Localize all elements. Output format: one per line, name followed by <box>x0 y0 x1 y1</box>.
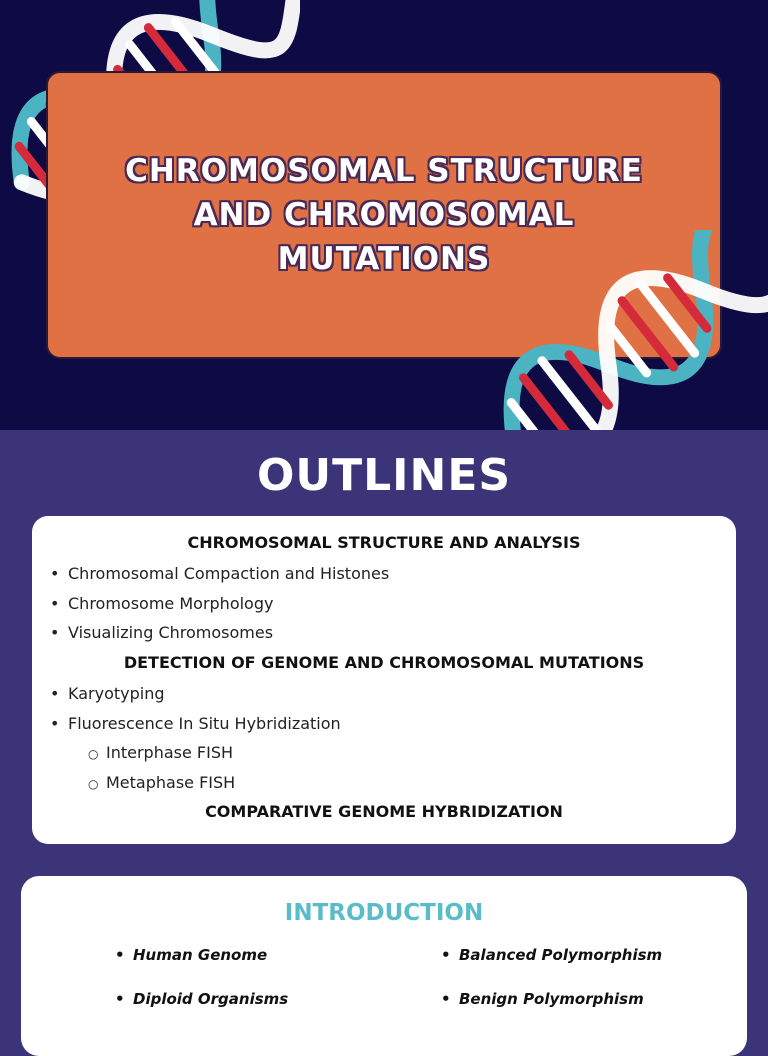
list-item: • Karyotyping <box>50 684 165 703</box>
list-item: • Fluorescence In Situ Hybridization <box>50 714 341 733</box>
list-item: • Chromosomal Compaction and Histones <box>50 564 390 583</box>
sub-list-item: ○ Interphase FISH <box>88 743 234 762</box>
section-heading: DETECTION OF GENOME AND CHROMOSOMAL MUTATIONS <box>123 653 645 672</box>
list-item: • Visualizing Chromosomes <box>50 623 274 642</box>
list-item: • Human Genome <box>115 946 268 964</box>
page-title: CHROMOSOMAL STRUCTURE AND CHROMOSOMAL MUTATIONS <box>125 153 643 277</box>
introduction-card <box>21 876 747 1056</box>
content-area <box>0 430 768 1024</box>
list-item: • Balanced Polymorphism <box>441 946 663 964</box>
section-heading: COMPARATIVE GENOME HYBRIDIZATION <box>205 802 563 821</box>
introduction-heading: INTRODUCTION <box>284 900 484 926</box>
title-banner <box>0 0 768 430</box>
list-item: • Diploid Organisms <box>115 990 289 1008</box>
list-item: • Benign Polymorphism <box>441 990 644 1008</box>
outlines-card <box>32 516 736 844</box>
list-item: • Chromosome Morphology <box>50 594 274 613</box>
outlines-heading: OUTLINES <box>256 450 512 501</box>
section-heading: CHROMOSOMAL STRUCTURE AND ANALYSIS <box>187 533 581 552</box>
dna-helix-icon <box>490 230 768 430</box>
sub-list-item: ○ Metaphase FISH <box>88 773 236 792</box>
